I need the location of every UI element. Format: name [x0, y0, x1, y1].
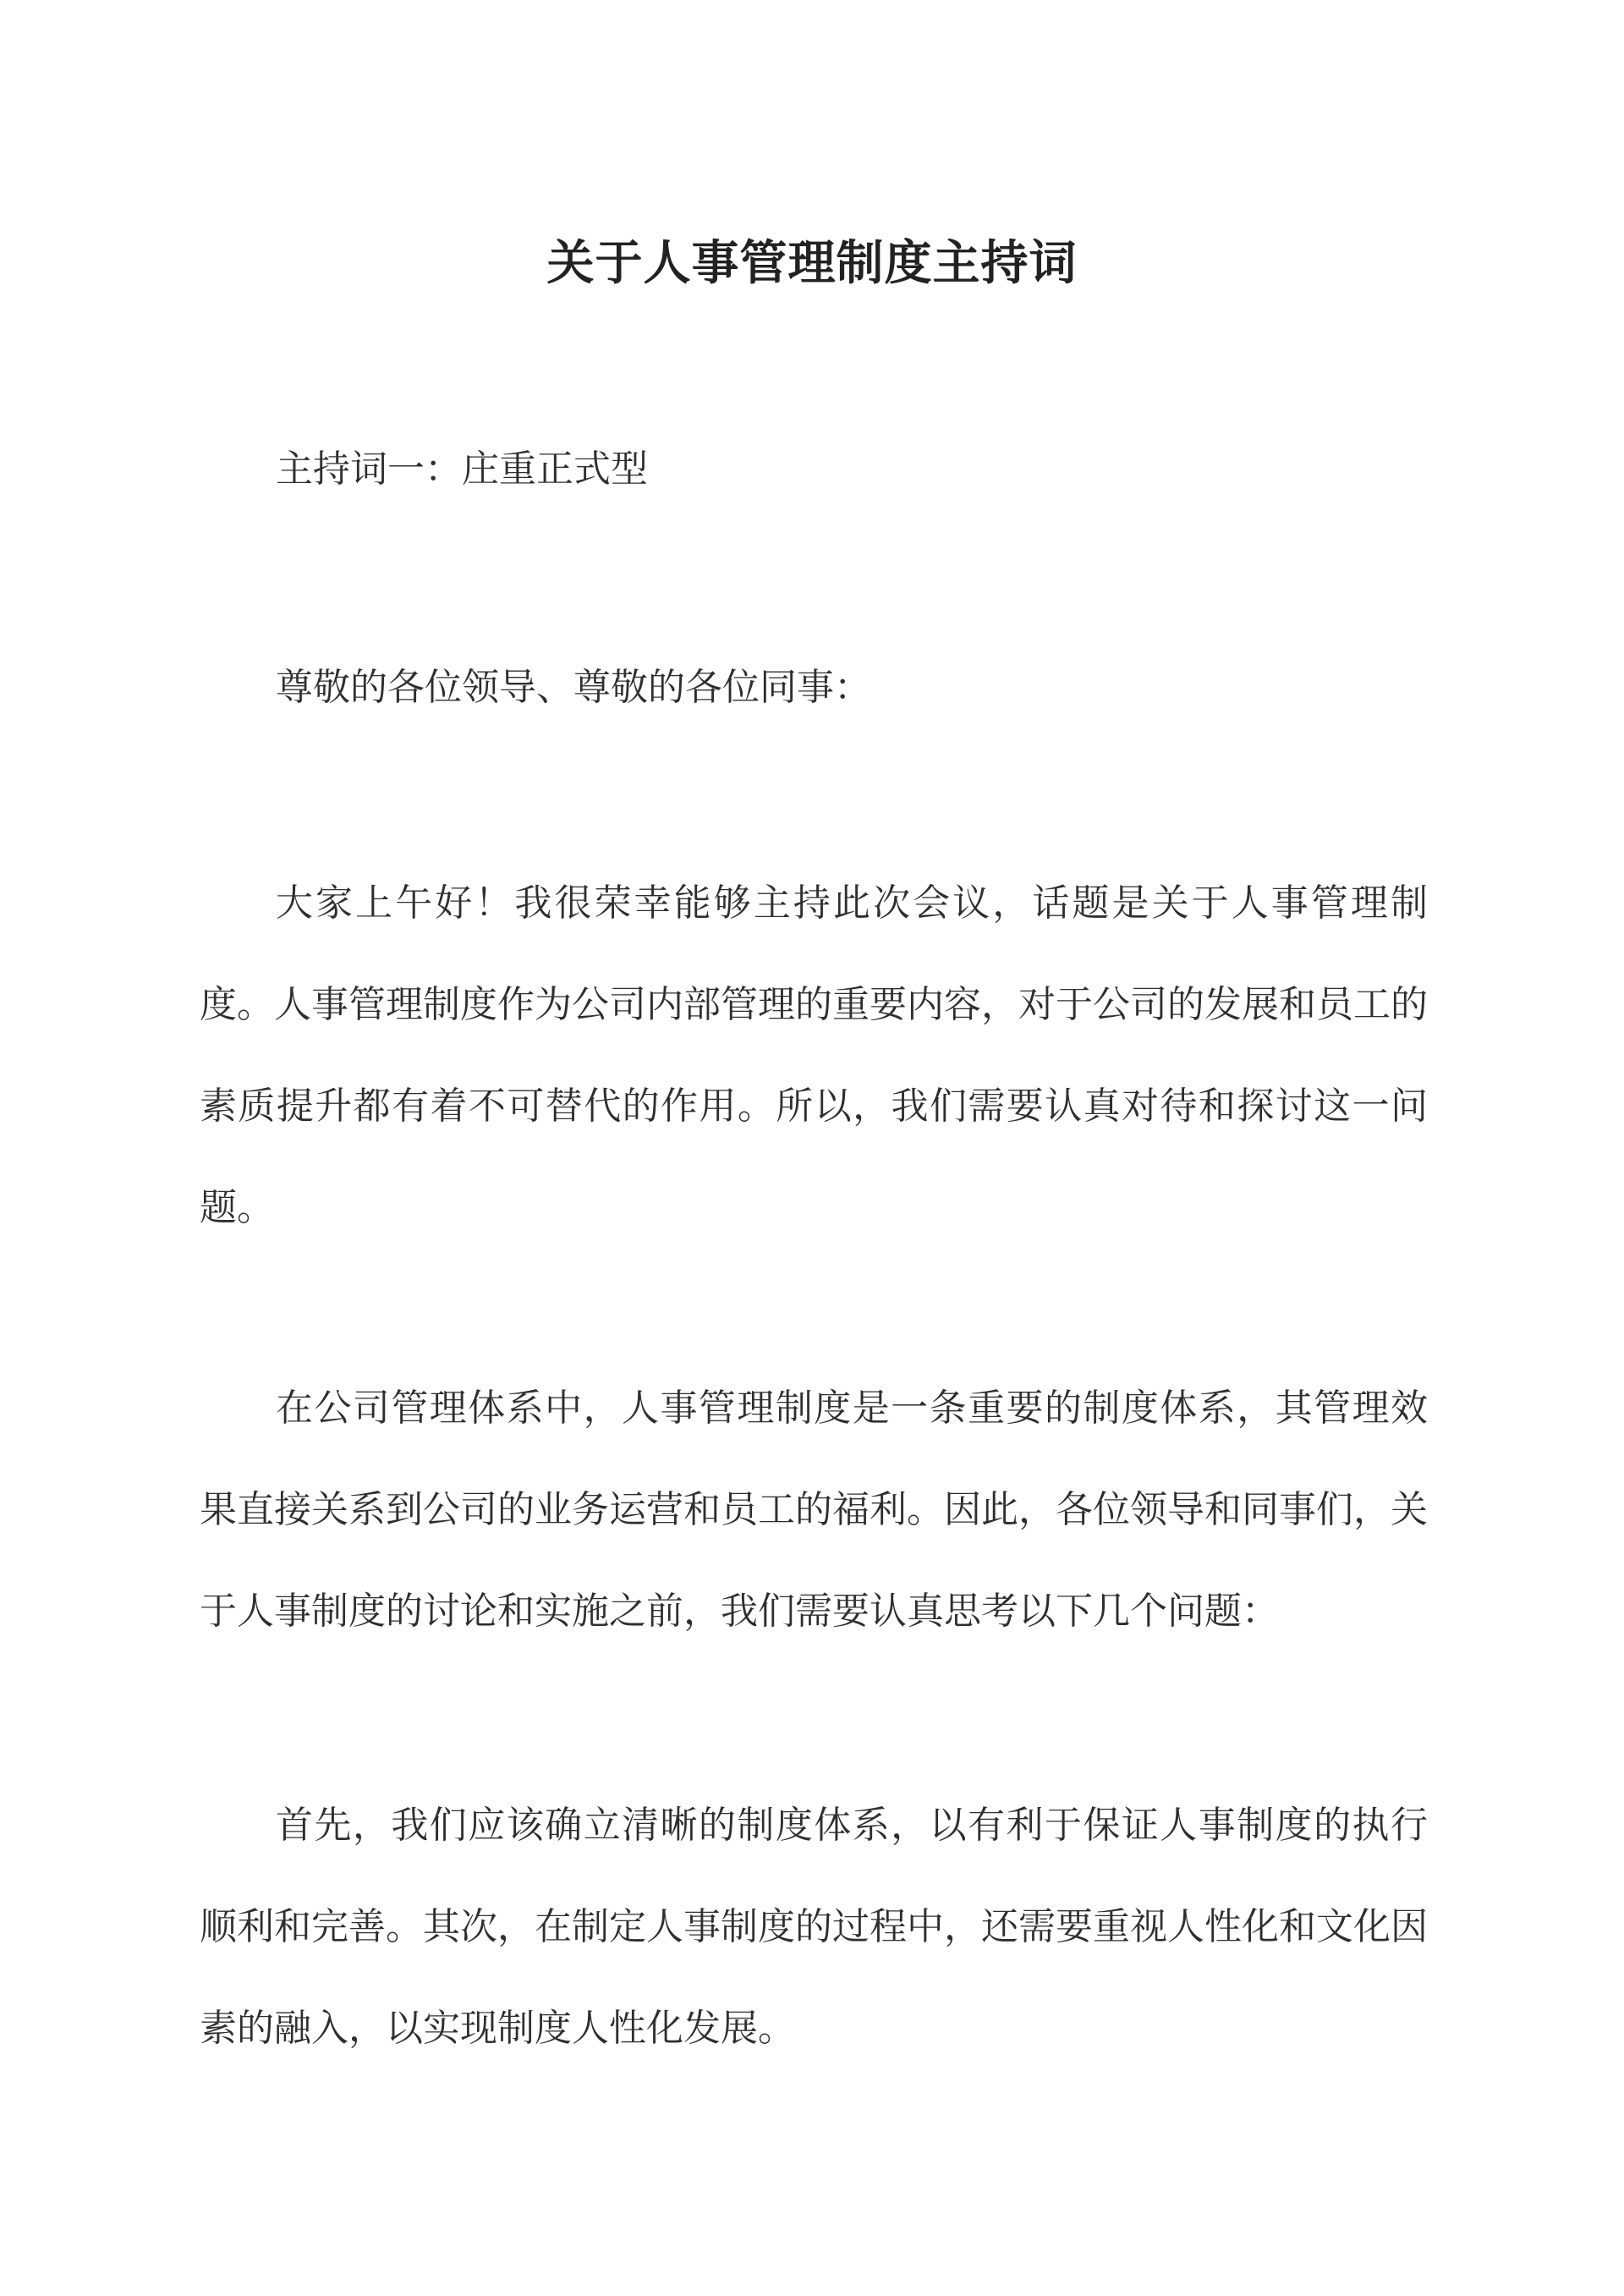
- document-title: 关于人事管理制度主持词: [546, 234, 1078, 291]
- body-paragraph: 在公司管理体系中，人事管理制度是一条重要的制度体系，其管理效果直接关系到公司的业务运营和员工的福利。因此，各位领导和同事们，关于人事制度的讨论和实施之前，我们需要认真思考以下几个问题：: [200, 1387, 1428, 1633]
- salutation-paragraph: 尊敬的各位领导、尊敬的各位同事：: [276, 666, 871, 709]
- body-paragraph: 大家上午好！我很荣幸能够主持此次会议，话题是关于人事管理制度。人事管理制度作为公司内部管理的重要内容，对于公司的发展和员工的素质提升都有着不可替代的作用。所以，我们需要认真对待和探讨这一问题。: [200, 882, 1428, 1229]
- section-heading: 主持词一：庄重正式型: [276, 448, 648, 491]
- body-paragraph: 首先，我们应该确立清晰的制度体系，以有利于保证人事制度的执行顺利和完善。其次，在制定人事制度的过程中，还需要重视人性化和文化因素的融入，以实现制度人性化发展。: [200, 1804, 1428, 2050]
